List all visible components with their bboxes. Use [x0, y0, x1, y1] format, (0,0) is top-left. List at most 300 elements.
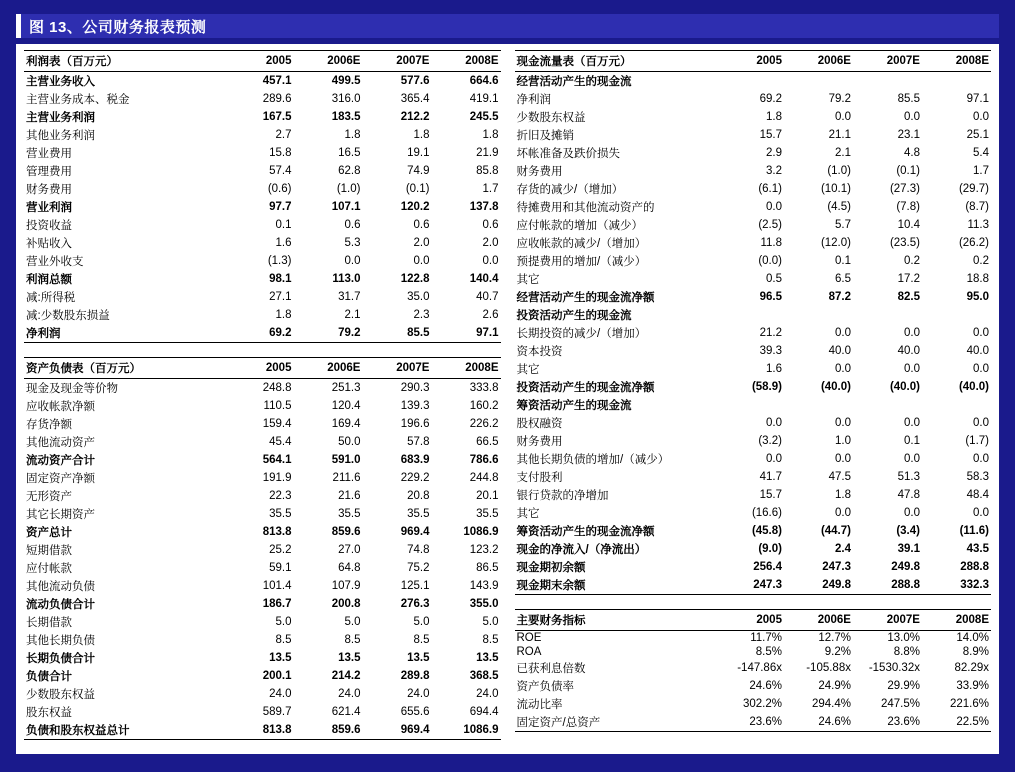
table-header-year: 2005	[715, 51, 784, 72]
row-value: 249.8	[891, 561, 920, 573]
row-value: 74.9	[407, 165, 430, 177]
row-value: 0.1	[275, 219, 292, 231]
row-value: 0.0	[973, 111, 989, 123]
row-value: (0.6)	[267, 183, 292, 195]
row-value: 248.8	[262, 382, 292, 394]
row-value: 1.8	[344, 129, 361, 141]
table-row	[515, 713, 992, 732]
row-value: 365.4	[400, 93, 430, 105]
row-value: 40.0	[828, 345, 851, 357]
row-value: 48.4	[966, 489, 989, 501]
row-value: 19.1	[407, 147, 430, 159]
table-row	[24, 306, 501, 324]
row-value: 200.8	[331, 598, 361, 610]
row-value: 5.0	[482, 616, 499, 628]
row-label: 应收帐款的减少/（增加）	[516, 238, 647, 250]
row-value: 0.2	[903, 255, 920, 267]
row-label: 资本投资	[516, 346, 563, 358]
row-label: 其他流动资产	[26, 437, 95, 449]
table-row	[515, 378, 992, 396]
table-header-title: 资产负债表（百万元）	[24, 358, 224, 379]
row-value: -1530.32x	[868, 662, 920, 674]
row-value: 35.0	[407, 291, 430, 303]
row-label: 其他业务利润	[26, 130, 95, 142]
table-row	[24, 649, 501, 667]
table-row	[24, 505, 501, 523]
table-row	[24, 415, 501, 433]
row-value: 24.0	[407, 688, 430, 700]
row-label: 预提费用的增加/（减少）	[516, 256, 647, 268]
row-label: 其他流动负债	[26, 581, 95, 593]
row-value: 355.0	[469, 598, 499, 610]
row-value: 35.5	[269, 508, 292, 520]
row-value: 0.0	[903, 327, 920, 339]
row-value: 41.7	[759, 471, 782, 483]
row-label: 长期负债合计	[26, 653, 95, 665]
row-value: (58.9)	[751, 381, 782, 393]
row-value: (26.2)	[958, 237, 989, 249]
row-value: (40.0)	[889, 381, 920, 393]
row-value: 969.4	[362, 721, 431, 740]
row-value: 35.5	[476, 508, 499, 520]
table-row	[24, 577, 501, 595]
row-label: 长期借款	[26, 617, 72, 629]
table-row	[24, 198, 501, 216]
row-value: -105.88x	[806, 662, 851, 674]
row-value: 11.8	[760, 237, 782, 249]
row-label: 支付股利	[516, 472, 563, 484]
row-value: 0.6	[344, 219, 361, 231]
table-row	[515, 360, 992, 378]
row-value: 0.0	[903, 111, 920, 123]
row-label: 现金期初余额	[516, 562, 586, 574]
row-label: 财务费用	[516, 166, 563, 178]
table-header-year: 2005	[224, 51, 293, 72]
row-value: 16.5	[338, 147, 361, 159]
table-row	[515, 216, 992, 234]
table-header-year: 2008E	[431, 358, 500, 379]
row-value: 1.0	[834, 435, 851, 447]
table-row	[24, 108, 501, 126]
row-value: 140.4	[469, 273, 499, 285]
row-value: 0.0	[903, 417, 920, 429]
row-value: (6.1)	[758, 183, 782, 195]
table-row	[24, 613, 501, 631]
row-label: 净利润	[516, 94, 551, 106]
row-value: 87.2	[828, 291, 851, 303]
table-header-year: 2007E	[853, 51, 922, 72]
row-value: 137.8	[469, 201, 499, 213]
row-value: 226.2	[469, 418, 499, 430]
row-value: 244.8	[469, 472, 499, 484]
table-row	[24, 72, 501, 91]
row-label: 经营活动产生的现金流净额	[516, 292, 655, 304]
table-header-year: 2005	[715, 610, 784, 631]
table-header-row	[515, 51, 992, 72]
table-row	[24, 667, 501, 685]
row-value: (1.0)	[336, 183, 361, 195]
row-value: 1.8	[834, 489, 851, 501]
row-label: 其他长期负债的增加/（减少）	[516, 454, 670, 466]
row-value: 786.6	[469, 454, 499, 466]
row-value: 0.0	[973, 417, 989, 429]
row-value: 69.2	[224, 324, 293, 343]
row-value: 0.0	[765, 417, 782, 429]
table-header-year: 2006E	[293, 358, 362, 379]
row-value: (23.5)	[889, 237, 920, 249]
row-label: 经营活动产生的现金流	[516, 76, 632, 88]
page-title: 图 13、公司财务报表预测	[29, 18, 207, 36]
row-value: 859.6	[293, 721, 362, 740]
row-value: 591.0	[331, 454, 361, 466]
row-value: 13.5	[476, 652, 499, 664]
row-value: (10.1)	[820, 183, 851, 195]
row-value: 969.4	[400, 526, 430, 538]
left-column	[24, 50, 501, 748]
row-value: 1.7	[482, 183, 499, 195]
row-value: 221.6%	[949, 698, 989, 710]
row-label: ROA	[516, 646, 542, 658]
row-value: 120.4	[331, 400, 361, 412]
row-value: 75.2	[407, 562, 430, 574]
row-value: 25.2	[269, 544, 292, 556]
row-value: 40.7	[476, 291, 499, 303]
row-value: 13.5	[338, 652, 361, 664]
row-value: 256.4	[753, 561, 782, 573]
row-label: 投资活动产生的现金流	[516, 310, 632, 322]
row-value: 2.0	[482, 237, 499, 249]
table-header-year: 2007E	[362, 51, 431, 72]
row-label: 利润总额	[26, 274, 72, 286]
table-row	[24, 162, 501, 180]
row-value: 0.0	[903, 507, 920, 519]
row-value: 20.8	[407, 490, 430, 502]
row-value: 107.9	[331, 580, 361, 592]
row-value: 31.7	[338, 291, 361, 303]
row-value: 8.5	[344, 634, 361, 646]
row-value: 211.6	[332, 472, 361, 484]
row-value: (0.1)	[896, 165, 920, 177]
row-label: 管理费用	[26, 166, 72, 178]
row-value: 1.8	[275, 309, 292, 321]
row-value: 5.4	[973, 147, 989, 159]
row-value: 110.5	[263, 400, 292, 412]
table-row	[515, 270, 992, 288]
row-value: (0.1)	[405, 183, 430, 195]
table-row	[515, 306, 992, 324]
row-label: 主营业务利润	[26, 112, 95, 124]
row-value: 169.4	[331, 418, 361, 430]
row-label: 净利润	[24, 324, 224, 343]
row-label: 短期借款	[26, 545, 72, 557]
row-value: 294.4%	[811, 698, 851, 710]
row-value	[853, 306, 922, 324]
row-value: 64.8	[338, 562, 361, 574]
row-value: 1.8	[413, 129, 430, 141]
row-value: 85.5	[897, 93, 920, 105]
table-header-row	[24, 51, 501, 72]
row-value: 74.8	[407, 544, 430, 556]
row-value	[922, 306, 991, 324]
table-row	[515, 90, 992, 108]
row-value: 288.8	[853, 576, 922, 595]
row-value: 15.7	[759, 129, 782, 141]
row-label: 折旧及摊销	[516, 130, 574, 142]
row-value: 9.2%	[824, 646, 851, 658]
row-value: 186.7	[262, 598, 292, 610]
row-value: (0.0)	[758, 255, 782, 267]
row-label: 投资收益	[26, 220, 72, 232]
row-label: 主营业务收入	[26, 76, 95, 88]
row-value: 24.6%	[784, 713, 853, 732]
table-row	[515, 144, 992, 162]
table-row	[24, 234, 501, 252]
row-value: 316.0	[331, 93, 361, 105]
row-value: 97.1	[966, 93, 989, 105]
row-value: 4.8	[903, 147, 920, 159]
row-value: 0.0	[903, 363, 920, 375]
table-row	[515, 432, 992, 450]
row-value: 214.2	[331, 670, 361, 682]
row-value: 0.0	[973, 327, 989, 339]
row-value: 0.5	[765, 273, 782, 285]
row-value: (44.7)	[820, 525, 851, 537]
row-value: 97.1	[431, 324, 500, 343]
row-value: 22.3	[269, 490, 292, 502]
table-row	[515, 504, 992, 522]
row-value: 1.8	[482, 129, 499, 141]
row-label: 其它	[516, 508, 540, 520]
table-row	[515, 288, 992, 306]
row-label: 营业费用	[26, 148, 72, 160]
row-value: 0.0	[973, 507, 989, 519]
row-value: 82.5	[897, 291, 920, 303]
row-label: 股东权益	[26, 707, 72, 719]
row-value: 43.5	[966, 543, 989, 555]
row-value: 24.6%	[749, 680, 782, 692]
table-header-year: 2006E	[784, 51, 853, 72]
table-header-year: 2007E	[853, 610, 922, 631]
row-label: 主营业务成本、税金	[26, 94, 130, 106]
row-value: (8.7)	[965, 201, 989, 213]
table-header-year: 2007E	[362, 358, 431, 379]
table-header-year: 2005	[224, 358, 293, 379]
table-row	[515, 72, 992, 91]
row-value: 12.7%	[818, 632, 851, 644]
table-row	[515, 450, 992, 468]
row-value: 200.1	[262, 670, 292, 682]
table-row	[515, 522, 992, 540]
table-row	[515, 645, 992, 659]
row-value: 621.4	[331, 706, 361, 718]
table-row	[515, 162, 992, 180]
row-value: 0.1	[834, 255, 851, 267]
table-row	[24, 595, 501, 613]
row-value: 229.2	[400, 472, 430, 484]
row-value: (3.2)	[758, 435, 782, 447]
column-table-gap-2	[515, 595, 992, 609]
row-value: 10.4	[897, 219, 920, 231]
row-value: 47.5	[828, 471, 851, 483]
table-row	[515, 342, 992, 360]
row-label: 营业外收支	[26, 256, 84, 268]
row-value: 276.3	[400, 598, 430, 610]
row-value: 1.8	[765, 111, 782, 123]
row-value: 0.6	[482, 219, 499, 231]
row-label: 现金及现金等价物	[26, 383, 118, 395]
row-value: (9.0)	[758, 543, 782, 555]
income-statement-table	[24, 50, 501, 343]
row-value: (40.0)	[958, 381, 989, 393]
table-row	[515, 126, 992, 144]
row-value: 57.8	[407, 436, 430, 448]
row-value: 98.1	[269, 273, 292, 285]
table-row	[515, 414, 992, 432]
row-value: 79.2	[293, 324, 362, 343]
row-value: 125.1	[400, 580, 430, 592]
row-value: 59.1	[269, 562, 292, 574]
row-value: 0.0	[344, 255, 361, 267]
row-value: (1.0)	[827, 165, 851, 177]
row-value: 196.6	[400, 418, 430, 430]
row-value: 0.0	[973, 453, 989, 465]
cashflow-statement-body	[515, 51, 992, 595]
row-value: 1.7	[973, 165, 989, 177]
row-value: 0.0	[903, 453, 920, 465]
row-label: 现金期末余额	[515, 576, 715, 595]
row-value: 13.5	[407, 652, 430, 664]
row-value: 0.0	[834, 417, 851, 429]
row-value: 251.3	[331, 382, 361, 394]
row-value: 101.4	[262, 580, 292, 592]
table-row	[24, 487, 501, 505]
table-row	[24, 541, 501, 559]
row-value: 0.0	[834, 507, 851, 519]
row-value: (45.8)	[751, 525, 782, 537]
table-row	[24, 703, 501, 721]
row-value: 79.2	[828, 93, 851, 105]
table-header-title: 利润表（百万元）	[24, 51, 224, 72]
balance-sheet-table	[24, 357, 501, 740]
tables-container	[16, 44, 999, 754]
table-row	[515, 631, 992, 646]
table-row	[515, 234, 992, 252]
row-value: 159.4	[262, 418, 292, 430]
row-label: 现金的净流入/（净流出）	[516, 544, 647, 556]
row-value: 24.0	[338, 688, 361, 700]
row-label: 补贴收入	[26, 238, 72, 250]
row-value: (27.3)	[889, 183, 920, 195]
row-value: 39.1	[897, 543, 920, 555]
table-row	[515, 576, 992, 595]
row-value: 457.1	[262, 75, 292, 87]
row-value: 123.2	[469, 544, 499, 556]
table-row	[515, 198, 992, 216]
row-value: 302.2%	[742, 698, 782, 710]
row-value	[922, 72, 991, 91]
row-value: 39.3	[759, 345, 782, 357]
row-value: 2.4	[834, 543, 851, 555]
row-value: 160.2	[469, 400, 499, 412]
row-value: (40.0)	[820, 381, 851, 393]
row-value: 0.2	[973, 255, 989, 267]
row-value: 859.6	[331, 526, 361, 538]
row-value: 51.3	[897, 471, 920, 483]
row-value: 0.0	[765, 453, 782, 465]
row-label: 待摊费用和其他流动资产的	[516, 202, 655, 214]
row-label: 负债合计	[26, 671, 72, 683]
row-label: 营业利润	[26, 202, 72, 214]
row-label: 负债和股东权益总计	[24, 721, 224, 740]
row-value: 655.6	[400, 706, 430, 718]
row-value: 247.3	[715, 576, 784, 595]
row-value: 8.5	[482, 634, 499, 646]
row-value: 14.0%	[956, 632, 989, 644]
row-value: 5.3	[344, 237, 361, 249]
row-label: 财务费用	[26, 184, 72, 196]
row-value: 5.7	[834, 219, 851, 231]
row-value: (2.5)	[758, 219, 782, 231]
row-value: (7.8)	[896, 201, 920, 213]
row-value: 120.2	[400, 201, 430, 213]
table-row	[24, 559, 501, 577]
cashflow-statement-table	[515, 50, 992, 595]
row-value: 25.1	[966, 129, 989, 141]
balance-sheet-body	[24, 358, 501, 740]
row-value: 96.5	[759, 291, 782, 303]
row-value: 3.2	[765, 165, 782, 177]
income-statement-body	[24, 51, 501, 343]
table-header-year: 2006E	[293, 51, 362, 72]
row-value: 97.7	[269, 201, 292, 213]
row-value: 289.6	[262, 93, 292, 105]
row-value: 813.8	[224, 721, 293, 740]
table-row	[24, 469, 501, 487]
table-row	[24, 288, 501, 306]
row-value: 8.5	[275, 634, 292, 646]
row-value: 107.1	[331, 201, 361, 213]
row-value: 2.9	[765, 147, 782, 159]
row-value: 40.0	[966, 345, 989, 357]
table-row	[24, 216, 501, 234]
row-value: 22.5%	[922, 713, 991, 732]
row-value: 2.7	[275, 129, 292, 141]
table-header-title: 现金流量表（百万元）	[515, 51, 715, 72]
table-row	[515, 468, 992, 486]
row-value: 122.8	[400, 273, 430, 285]
row-label: 减:少数股东损益	[26, 310, 110, 322]
row-value: 0.0	[413, 255, 430, 267]
row-value: 245.5	[469, 111, 499, 123]
row-label: 流动资产合计	[26, 455, 95, 467]
row-value	[853, 396, 922, 414]
row-value: 288.8	[960, 561, 989, 573]
row-value: 290.3	[400, 382, 430, 394]
table-row	[24, 252, 501, 270]
row-value: 212.2	[400, 111, 430, 123]
row-value: 577.6	[400, 75, 430, 87]
table-row	[24, 685, 501, 703]
row-value: 23.6%	[853, 713, 922, 732]
table-row	[515, 108, 992, 126]
row-value: 0.0	[834, 453, 851, 465]
row-value: 24.0	[269, 688, 292, 700]
row-value: 62.8	[338, 165, 361, 177]
row-value: 58.3	[966, 471, 989, 483]
row-value: 0.0	[765, 201, 782, 213]
row-value: 57.4	[269, 165, 292, 177]
table-row	[515, 396, 992, 414]
